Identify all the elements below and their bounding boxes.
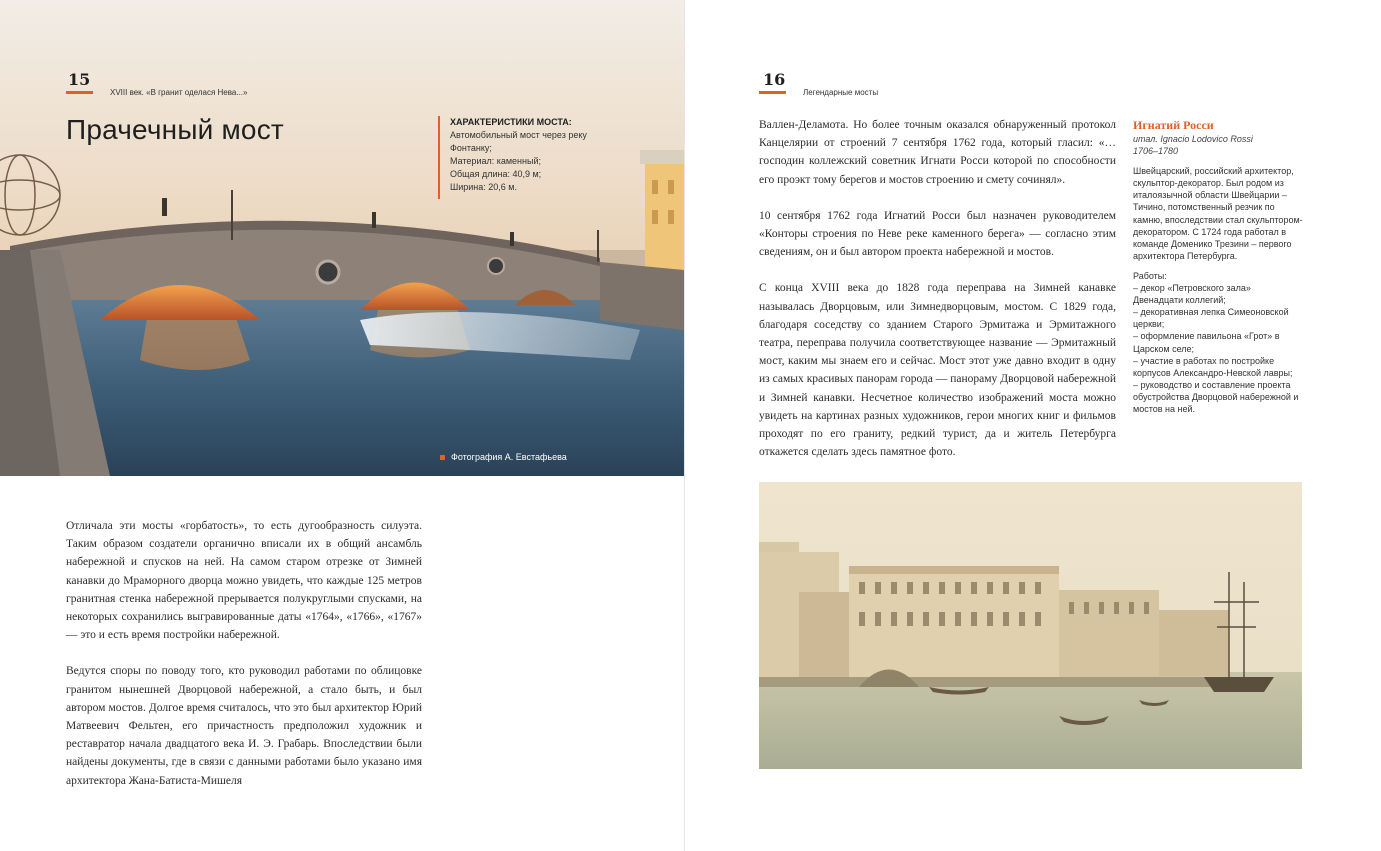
architect-bio: Швейцарский, российский архитектор, скульптор-декоратор. Был родом из италоязычной области Швейцарии – Тичино, потомственный резчик по камню, впоследствии стал скульптором-декоратором. С 1724 года работал в команде Доменико Трезини – первого архитектора Петербурга. bbox=[1133, 166, 1303, 261]
specs-line: Материал: каменный; bbox=[450, 156, 541, 166]
bridge-photo bbox=[0, 0, 684, 476]
specs-line: Общая длина: 40,9 м; bbox=[450, 169, 542, 179]
specs-line: Фонтанку; bbox=[450, 143, 492, 153]
left-body-text bbox=[66, 517, 422, 790]
page-number-bar bbox=[66, 91, 93, 94]
photo-credit-text: Фотография А. Евстафьева bbox=[451, 452, 567, 462]
paragraph: С конца XVIII века до 1828 года переправа на Зимней канавке называлась Дворцовым, или Зимнедворцовым, мостом. С 1829 года, благодаря соседству со зданием Старого Эрмитажа и Эрмитажного театра, переправа получила соответствующее название — Эрмитажный мост, каким мы знаем его и сейчас. Мост этот уже давно входит в одну из самых красивых панорам города — панораму Дворцовой набережной и Зимней канавки. Несчетное количество изображений моста можно увидеть на картинах разных художников, герои многих книг и фильмов проходят по его граниту, редкий турист, да и житель Петербурга откажется сделать здесь памятное фото. bbox=[759, 282, 1116, 459]
works-heading: Работы: bbox=[1133, 270, 1167, 281]
page-title: Прачечный мост bbox=[66, 114, 284, 145]
specs-heading: ХАРАКТЕРИСТИКИ МОСТА: bbox=[450, 117, 572, 127]
works-item: – декор «Петровского зала» Двенадцати коллегий; bbox=[1133, 283, 1251, 306]
works-item: – участие в работах по постройке корпусов Александро-Невской лавры; bbox=[1133, 355, 1293, 378]
page-number: 15 bbox=[68, 70, 91, 89]
specs-line: Автомобильный мост через реку bbox=[450, 130, 587, 140]
architect-name: Игнатий Росси bbox=[1133, 118, 1214, 132]
architect-original-name: итал. Ignacio Lodovico Rossi bbox=[1133, 134, 1253, 144]
right-body-text bbox=[759, 116, 1116, 461]
engraving-illustration bbox=[759, 482, 1302, 769]
bridge-specs bbox=[438, 116, 620, 199]
works-item: – оформление павильона «Грот» в Царском селе; bbox=[1133, 331, 1280, 354]
paragraph: Валлен-Деламота. Но более точным оказался обнаруженный протокол Канцелярии от строений 7 сентября 1762 года, который гласил: «…господин коллежский советник Игнати Росси которой по способности его проэкт тому берегов и мостов строению и смету сочинял». bbox=[759, 119, 1116, 186]
bullet-icon bbox=[440, 455, 445, 460]
paragraph: Ведутся споры по поводу того, кто руководил работами по облицовке гранитом нынешней Дворцовой набережной, а стало быть, и был автором мостов. Долгое время считалось, что это был архитектор Юрий Матвеевич Фельтен, его причастность предположил художник и реставратор начала двадцатого века И. Э. Грабарь. Впоследствии были найдены документы, где в связи с данными работами было указано имя архитектора Жана-Батиста-Мишеля bbox=[66, 665, 422, 787]
works-item: – руководство и составление проекта обустройства Дворцовой набережной и мостов на ней. bbox=[1133, 379, 1299, 414]
left-page bbox=[0, 0, 684, 851]
architect-years: 1706–1780 bbox=[1133, 146, 1179, 157]
bridge-photo-illustration bbox=[0, 0, 684, 476]
paragraph: Отличала эти мосты «горбатость», то есть дугообразность силуэта. Таким образом создатели органично вписали их в общий ансамбль набережной и спусков на ней. На самом старом отрезке от Зимней канавки до Мраморного дворца можно увидеть, что каждые 125 метров гранитная стенка набережной прерывается полукруглыми спусками, на некоторых сохранились выгравированные даты «1764», «1766», «1767» — это и есть время постройки набережной. bbox=[66, 520, 422, 642]
running-head: Легендарные мосты bbox=[803, 88, 879, 97]
page-number: 16 bbox=[763, 70, 786, 89]
biography-sidebar bbox=[1133, 118, 1303, 415]
historical-engraving bbox=[759, 482, 1302, 769]
works-item: – декоративная лепка Симеоновской церкви; bbox=[1133, 307, 1289, 330]
paragraph: 10 сентября 1762 года Игнатий Росси был назначен руководителем «Конторы строения по Неве реке каменного берега» — согласно этим сведениям, он и был автором проекта набережной и мостов. bbox=[759, 209, 1116, 259]
running-head: XVIII век. «В гранит оделася Нева...» bbox=[110, 88, 248, 97]
page-number-bar bbox=[759, 91, 786, 94]
photo-credit bbox=[440, 452, 567, 462]
specs-line: Ширина: 20,6 м. bbox=[450, 182, 517, 192]
